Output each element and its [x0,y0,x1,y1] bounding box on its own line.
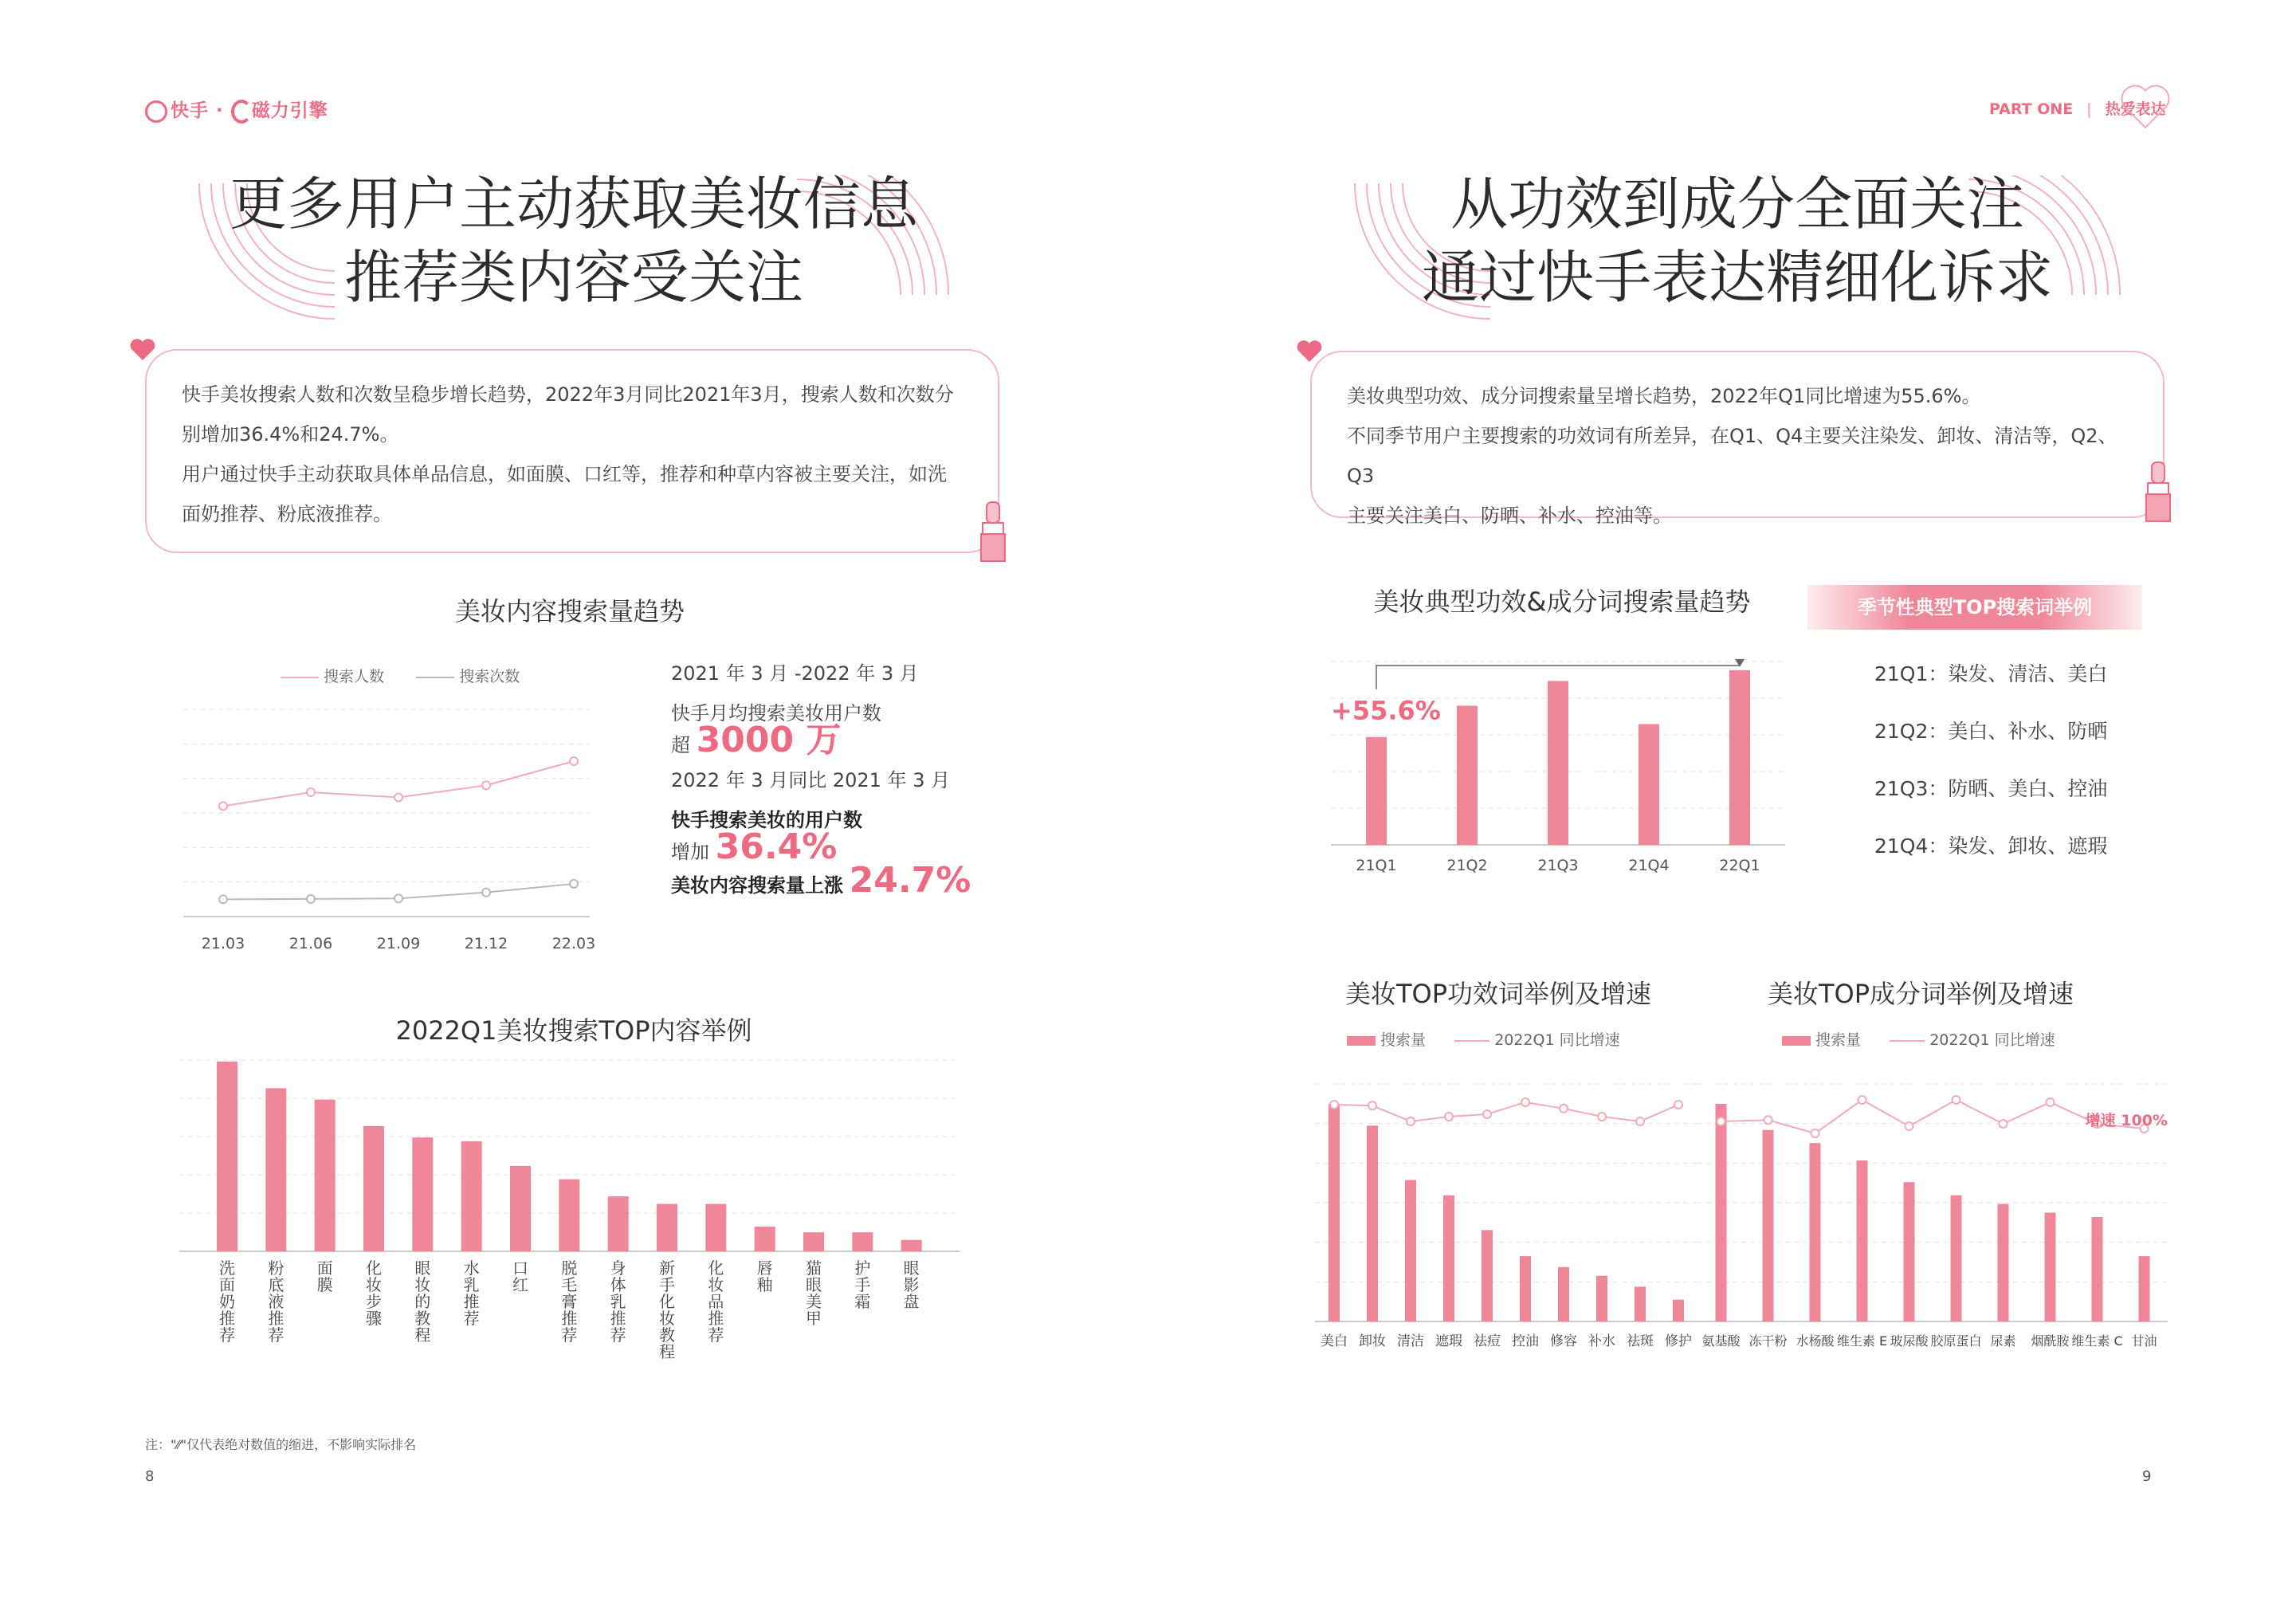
x-tick-label: 遮瑕 [1435,1333,1462,1349]
footnote: 注："⁄⁄"仅代表绝对数值的缩进，不影响实际排名 [145,1437,417,1452]
growth-point [1717,1117,1725,1125]
bar [2045,1213,2056,1322]
x-tick-label: 唇釉 [756,1258,773,1294]
data-point [219,802,227,810]
x-tick-label: 玻尿酸 [1890,1333,1929,1349]
ingredient-combo-chart [1690,1068,2176,1355]
growth-point [1764,1116,1772,1124]
growth-point [1330,1101,1338,1109]
x-tick-label: 洗面奶推荐 [219,1258,235,1345]
legend-line-swatch [1454,1040,1489,1042]
legend-swatch-users [281,677,319,678]
stat-line2: 快手搜索美妆的用户数 [671,809,862,831]
card-line: 面奶推荐、粉底液推荐。 [182,503,392,525]
page-number-right: 9 [2142,1468,2152,1485]
data-point [482,781,490,789]
season-item: 21Q2：美白、补水、防晒 [1874,720,2108,743]
legend-growth-label: 2022Q1 同比增速 [1494,1031,1620,1049]
bar [1998,1204,2009,1321]
trend-line-chart [175,693,606,956]
stat-prefix1: 超 [671,734,690,756]
bar [1810,1143,1821,1321]
stat-line3: 美妆内容搜索量上涨 [671,874,843,897]
bar [265,1088,286,1251]
bar [1548,681,1568,845]
x-tick-label: 21.09 [376,935,421,952]
x-tick-label: 控油 [1512,1333,1539,1349]
legend-bar-swatch [1782,1036,1811,1046]
top-content-bar-chart [175,1052,964,1387]
magnet-engine-icon [231,100,252,124]
legend-swatch-count [416,677,454,678]
x-tick-label: 21Q3 [1537,857,1579,874]
left-title-line2: 推荐类内容受关注 [343,244,803,311]
season-item: 21Q1：染发、清洁、美白 [1874,662,2108,685]
x-tick-label: 烟酰胺 [2031,1333,2070,1349]
growth-point [1636,1117,1644,1125]
stat-line1: 快手月均搜索美妆用户数 [671,702,881,724]
data-point [570,880,578,888]
bar [1639,724,1659,845]
bar [461,1141,482,1251]
data-point [482,889,490,897]
x-tick-label: 21Q4 [1628,857,1670,874]
x-tick-label: 护手霜 [854,1258,871,1311]
bar [1520,1256,1531,1321]
bar [1635,1286,1646,1321]
growth-point [1953,1096,1960,1104]
x-tick-label: 冻干粉 [1748,1333,1788,1349]
right-title-line2: 通过快手表达精细化诉求 [1421,244,2053,311]
stat-value1: 3000 万 [696,720,842,760]
legend-volume-label: 搜索量 [1815,1031,1862,1049]
quarter-chart-title: 美妆典型功效&成分词搜索量趋势 [1373,587,1751,617]
bar [1729,670,1750,845]
x-tick-label: 补水 [1588,1333,1615,1349]
x-tick-label: 修护 [1665,1333,1692,1349]
engine-label: 磁力引擎 [251,100,328,121]
heart-outline-icon [2120,83,2171,131]
bar [2139,1256,2150,1321]
bar [315,1100,336,1251]
growth-point [1407,1117,1415,1125]
growth-line [1721,1100,2145,1133]
legend-line-swatch [1890,1040,1925,1042]
bar [2092,1217,2103,1321]
growth-point [1905,1122,1913,1130]
top-content-chart-title: 2022Q1美妆搜索TOP内容举例 [395,1015,752,1046]
legend-users-label: 搜索人数 [324,668,385,685]
right-summary-card [1310,351,2165,527]
legend-volume-label: 搜索量 [1380,1031,1427,1049]
data-point [219,895,227,903]
growth-point [1560,1105,1568,1113]
left-title-line1: 更多用户主动获取美妆信息 [229,171,918,238]
x-tick-label: 22Q1 [1719,857,1760,874]
bar [1482,1230,1493,1321]
x-tick-label: 21Q2 [1446,857,1488,874]
season-item: 21Q3：防晒、美白、控油 [1874,777,2108,800]
bar [217,1062,237,1251]
stat-value3: 24.7% [849,860,971,901]
ingredient-chart-title: 美妆TOP成分词举例及增速 [1767,979,2074,1009]
bar [412,1137,433,1251]
quarter-bar-chart [1315,638,1793,885]
x-tick-label: 修容 [1550,1333,1577,1349]
card-line: 不同季节用户主要搜索的功效词有所差异，在Q1、Q4主要关注染发、卸妆、清洁等，Q2、Q3 [1347,425,2117,487]
x-tick-label: 21Q1 [1356,857,1397,874]
x-tick-label: 维生素 C [2071,1333,2123,1349]
card-line: 别增加36.4%和24.7%。 [182,423,399,446]
trend-chart-title: 美妆内容搜索量趋势 [454,596,685,626]
bar [1673,1300,1684,1321]
x-tick-label: 清洁 [1397,1333,1424,1349]
left-summary-card [145,349,999,553]
brand-logo [145,96,328,124]
bar [1457,705,1478,845]
bar [1596,1276,1607,1321]
season-tag-label: 季节性典型TOP搜索词举例 [1857,596,2093,618]
data-point [394,894,402,902]
bar [1716,1104,1727,1321]
x-tick-label: 水杨酸 [1796,1333,1835,1349]
bar [559,1180,579,1251]
efficacy-chart-title: 美妆TOP功效词举例及增速 [1344,979,1652,1009]
growth-line [1334,1102,1678,1121]
card-line: 主要关注美白、防晒、补水、控油等。 [1347,505,1672,527]
legend-count-label: 搜索次数 [459,668,520,685]
x-tick-label: 氨基酸 [1701,1333,1741,1349]
legend-growth-label: 2022Q1 同比增速 [1929,1031,2055,1049]
bar [608,1196,629,1251]
bar [901,1240,922,1251]
x-tick-label: 脱毛膏推荐 [561,1258,578,1345]
season-tag [1807,585,2142,630]
x-tick-label: 祛痘 [1474,1333,1501,1349]
bar [1857,1160,1868,1321]
growth-point [1858,1096,1866,1104]
bar [1951,1196,1962,1321]
bar [705,1204,726,1252]
growth-point [1598,1113,1606,1121]
growth-point [1368,1101,1376,1109]
part-label: PART ONE [1989,100,2074,118]
bar [1763,1130,1774,1321]
growth-point [1674,1101,1682,1109]
x-tick-label: 面膜 [316,1258,333,1294]
x-tick-label: 21.03 [201,935,245,952]
bar [657,1204,677,1252]
logo-separator: · [216,100,224,121]
x-tick-label: 口红 [512,1258,528,1294]
stat-value2: 36.4% [715,827,838,867]
card-line: 用户通过快手主动获取具体单品信息，如面膜、口红等，推荐和种草内容被主要关注，如洗 [182,463,947,485]
bar [755,1227,775,1251]
card-line: 快手美妆搜索人数和次数呈稳步增长趋势，2022年3月同比2021年3月，搜索人数和次数分 [182,383,954,406]
efficacy-legend [1347,1028,1620,1050]
x-tick-label: 化妆步骤 [366,1258,382,1328]
stat-period2: 2022 年 3 月同比 2021 年 3 月 [671,769,951,791]
x-tick-label: 眼影盘 [903,1258,920,1311]
season-list [1874,658,2107,888]
right-title [1339,167,2136,314]
growth-point [1483,1110,1491,1118]
kuaishou-label: 快手 [171,100,209,121]
growth-annotation: 增速 100% [2085,1112,2168,1129]
x-tick-label: 维生素 E [1836,1333,1888,1349]
x-tick-label: 美白 [1321,1333,1348,1349]
lipstick-icon [2144,461,2172,524]
stat-prefix2: 增加 [671,841,709,863]
bar [852,1232,873,1251]
bar [510,1166,531,1251]
data-point [570,757,578,765]
growth-annotation: +55.6% [1331,695,1441,726]
bar [1367,1125,1378,1321]
page-number-left: 8 [145,1468,155,1485]
bar [1405,1180,1416,1321]
data-point [307,895,315,903]
x-tick-label: 21.12 [464,935,508,952]
trend-stats [671,662,990,901]
ingredient-legend [1782,1028,2055,1050]
x-tick-label: 21.06 [288,935,333,952]
x-tick-label: 甘油 [2131,1333,2157,1349]
bar [803,1232,824,1251]
heart-icon [129,338,156,362]
part-separator: | [2086,100,2092,118]
lipstick-icon [979,501,1007,564]
efficacy-combo-chart [1307,1068,1705,1355]
bar [1366,737,1387,845]
stat-period1: 2021 年 3 月 -2022 年 3 月 [671,662,919,685]
bar [363,1126,384,1251]
x-tick-label: 22.03 [551,935,596,952]
x-tick-label: 祛斑 [1627,1333,1654,1349]
x-tick-label: 水乳推荐 [463,1258,480,1328]
x-tick-label: 猫眼美甲 [806,1258,822,1328]
bar [1443,1196,1454,1321]
x-tick-label: 粉底液推荐 [268,1258,285,1345]
growth-point [1811,1129,1819,1137]
part-theme: 热爱表达 [2105,100,2166,118]
x-tick-label: 眼妆的教程 [414,1258,431,1345]
card-line: 美妆典型功效、成分词搜索量呈增长趋势，2022年Q1同比增速为55.6%。 [1347,385,1981,407]
heart-icon [1296,340,1323,363]
x-tick-label: 卸妆 [1359,1333,1386,1349]
legend-bar-swatch [1347,1036,1376,1046]
data-point [394,794,402,802]
x-tick-label: 身体乳推荐 [610,1258,626,1345]
x-tick-label: 胶原蛋白 [1930,1333,1982,1349]
x-tick-label: 尿素 [1990,1333,2016,1349]
x-tick-label: 新手化妆教程 [659,1258,675,1361]
growth-point [2047,1098,2055,1106]
bar [1904,1182,1915,1321]
bar [1558,1267,1569,1321]
left-title [183,167,964,314]
season-item: 21Q4：染发、卸妆、遮瑕 [1874,834,2108,858]
growth-point [1445,1113,1453,1121]
right-title-line1: 从功效到成分全面关注 [1450,171,2024,238]
growth-point [2000,1120,2008,1128]
growth-point [1521,1098,1529,1106]
x-tick-label: 化妆品推荐 [708,1258,724,1345]
kuaishou-logo-icon [145,100,167,123]
trend-legend [281,665,520,686]
bar [1329,1104,1340,1321]
data-point [307,788,315,796]
